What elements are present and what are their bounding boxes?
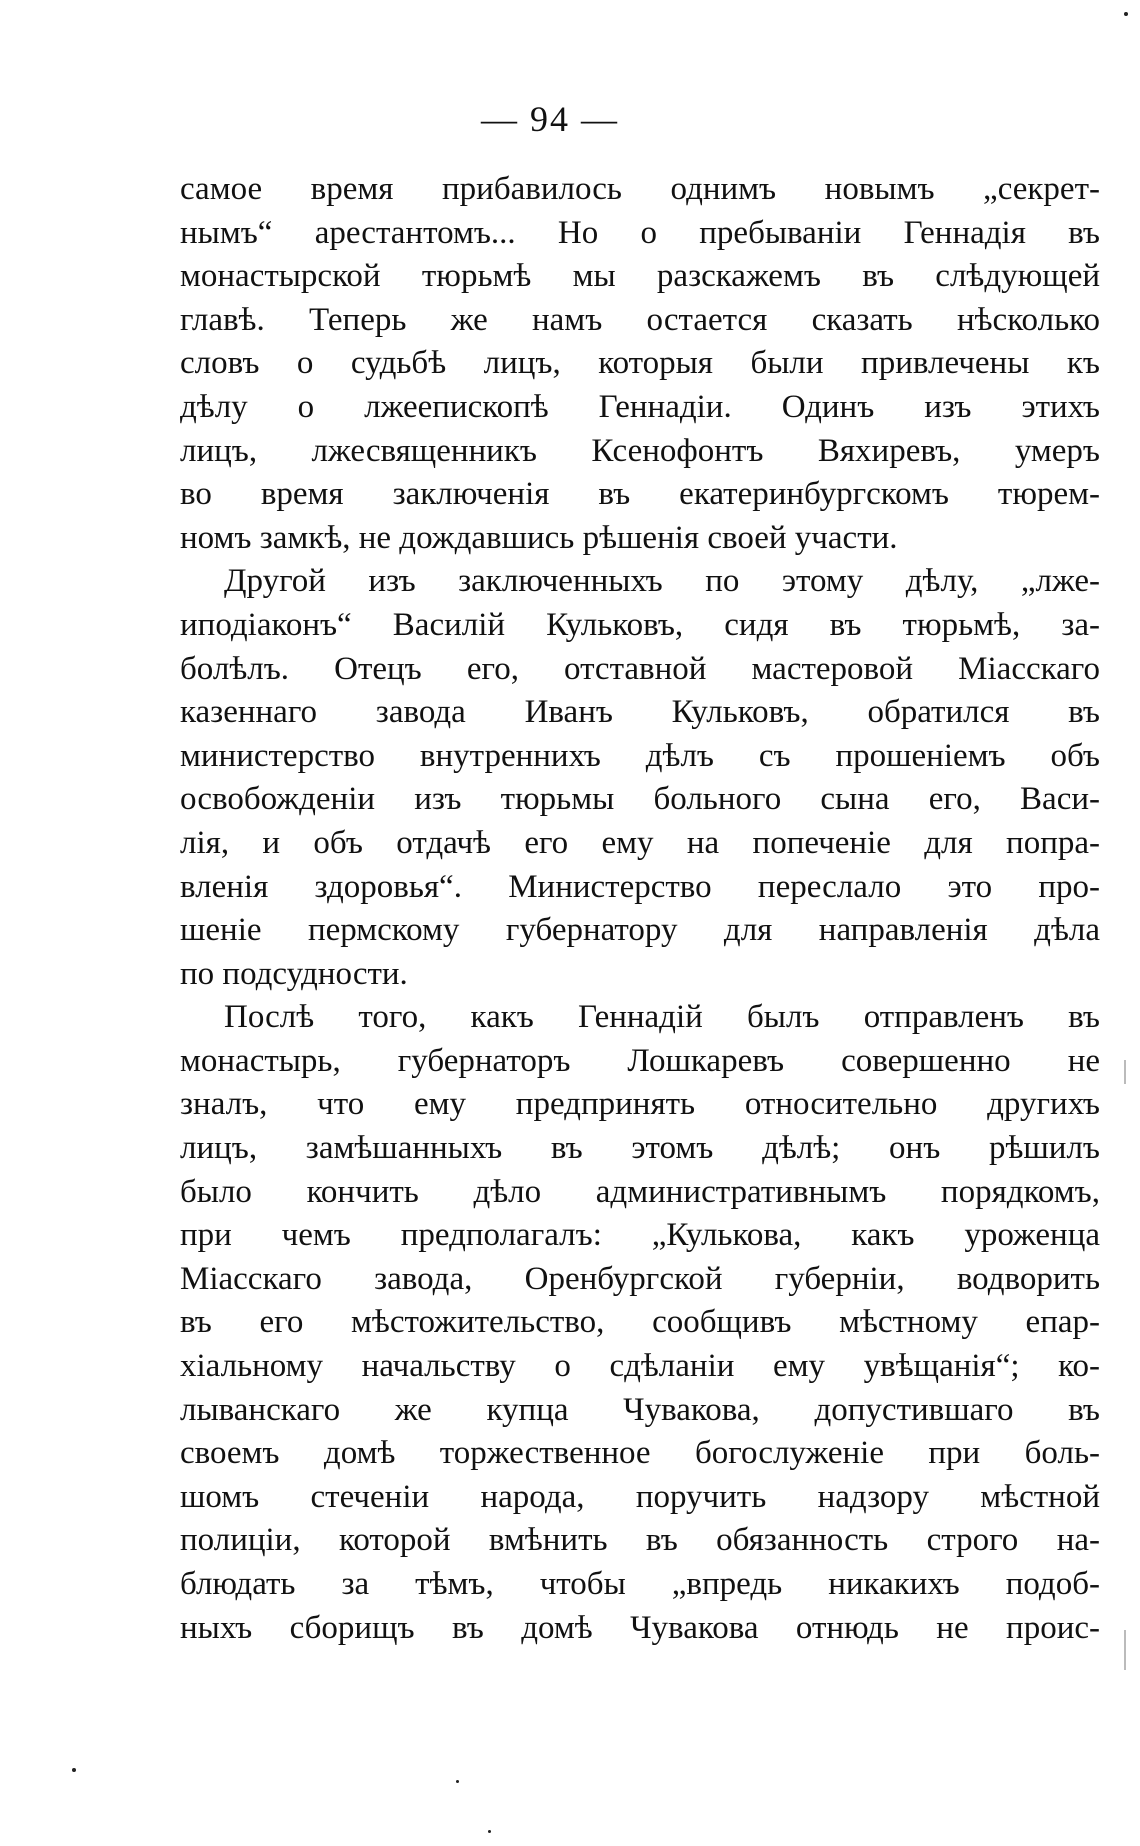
text-line: въ его мѣстожительство, сообщивъ мѣстному епар- — [180, 1304, 1100, 1341]
text-line: нымъ“ арестантомъ... Но о пребываніи Геннадія въ — [180, 214, 1100, 251]
text-line: полиціи, которой вмѣнить въ обязанность строго на- — [180, 1522, 1100, 1559]
text-line: при чемъ предполагалъ: „Кулькова, какъ уроженца — [180, 1217, 1100, 1254]
body-text — [180, 168, 1100, 1650]
scan-edge-mark — [1124, 1060, 1126, 1084]
text-line: было кончить дѣло административнымъ порядкомъ, — [180, 1173, 1100, 1210]
text-line: лія, и объ отдачѣ его ему на попеченіе для попра- — [180, 824, 1100, 861]
text-line: хіальному начальству о сдѣланіи ему увѣщанія“; ко- — [180, 1348, 1100, 1385]
scan-speck — [1124, 12, 1128, 16]
text-line: монастырь, губернаторъ Лошкаревъ совершенно не — [180, 1042, 1100, 1079]
text-line: иподіаконъ“ Василій Кульковъ, сидя въ тюрьмѣ, за- — [180, 606, 1100, 643]
page-number: — 94 — — [481, 99, 619, 139]
text-line: лицъ, замѣшанныхъ въ этомъ дѣлѣ; онъ рѣшилъ — [180, 1130, 1100, 1167]
text-line: номъ замкѣ, не дождавшись рѣшенія своей участи. — [180, 519, 898, 556]
scan-speck — [456, 1780, 459, 1783]
scan-speck — [488, 1830, 491, 1833]
text-line: лицъ, лжесвященникъ Ксенофонтъ Вяхиревъ, умеръ — [180, 432, 1100, 469]
text-line: Послѣ того, какъ Геннадій былъ отправленъ въ — [224, 999, 1100, 1036]
scan-edge-mark — [1124, 1630, 1126, 1670]
text-line: словъ о судьбѣ лицъ, которыя были привлечены къ — [180, 345, 1100, 382]
text-line: казеннаго завода Иванъ Кульковъ, обратился въ — [180, 694, 1100, 731]
text-line: Міасскаго завода, Оренбургской губерніи, водворить — [180, 1260, 1100, 1297]
scan-speck — [72, 1768, 76, 1772]
text-line: главѣ. Теперь же намъ остается сказать нѣсколько — [180, 301, 1100, 338]
text-line: Другой изъ заключенныхъ по этому дѣлу, „лже- — [224, 563, 1100, 600]
text-line: дѣлу о лжеепископѣ Геннадіи. Одинъ изъ этихъ — [180, 388, 1100, 425]
text-line: лыванскаго же купца Чувакова, допустившаго въ — [180, 1391, 1100, 1428]
text-line: министерство внутреннихъ дѣлъ съ прошеніемъ объ — [180, 737, 1100, 774]
text-line: болѣлъ. Отецъ его, отставной мастеровой Міасскаго — [180, 650, 1100, 687]
text-line: шеніе пермскому губернатору для направленія дѣла — [180, 912, 1100, 949]
text-line: зналъ, что ему предпринять относительно другихъ — [180, 1086, 1100, 1123]
text-line: своемъ домѣ торжественное богослуженіе при боль- — [180, 1435, 1100, 1472]
text-line: блюдать за тѣмъ, чтобы „впредь никакихъ подоб- — [180, 1566, 1100, 1602]
text-line: шомъ стеченіи народа, поручить надзору мѣстной — [180, 1478, 1100, 1515]
text-line: ныхъ сборищъ въ домѣ Чувакова отнюдь не проис- — [180, 1609, 1100, 1646]
text-line: по подсудности. — [180, 955, 408, 992]
text-line: вленія здоровья“. Министерство переслало это про- — [180, 868, 1100, 905]
text-line: во время заключенія въ екатеринбургскомъ тюрем- — [180, 476, 1100, 513]
text-line: самое время прибавилось однимъ новымъ „секрет- — [180, 171, 1100, 207]
text-line: освобожденіи изъ тюрьмы больного сына его, Васи- — [180, 781, 1100, 818]
text-line: монастырской тюрьмѣ мы разскажемъ въ слѣдующей — [180, 258, 1100, 295]
